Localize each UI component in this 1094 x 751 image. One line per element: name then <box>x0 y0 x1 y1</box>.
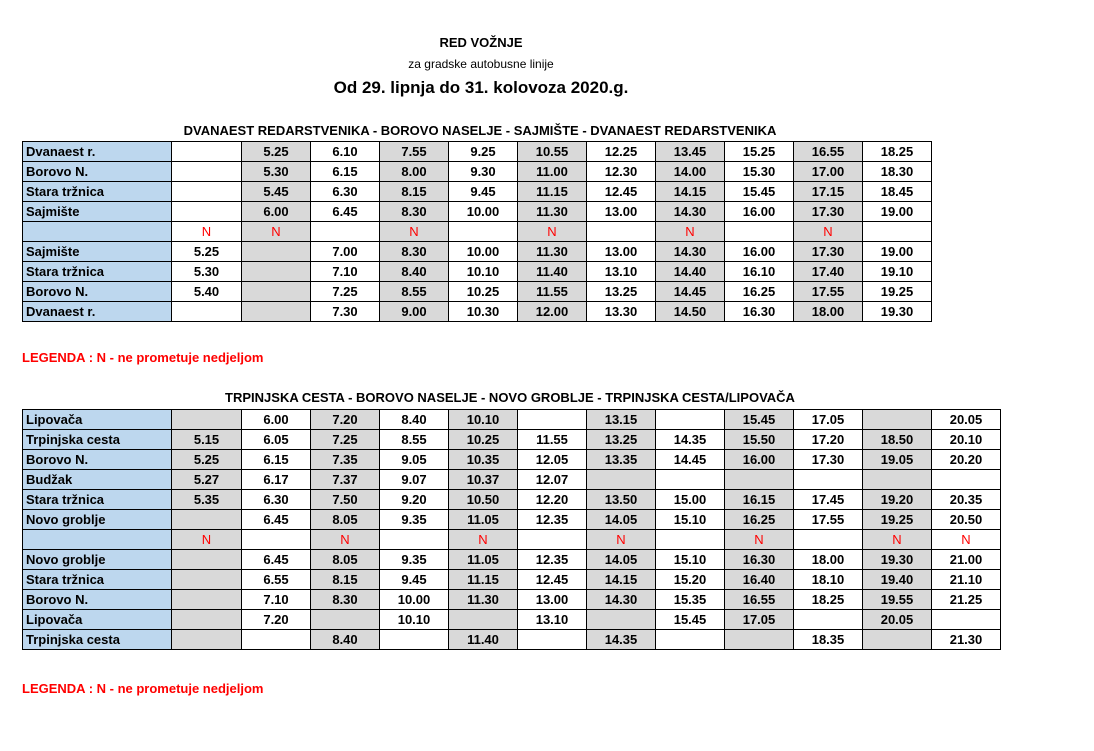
table-row <box>23 470 1001 490</box>
station-name: Trpinjska cesta <box>23 430 172 450</box>
departure-time <box>725 470 794 490</box>
departure-time <box>449 222 518 242</box>
departure-time <box>656 470 725 490</box>
departure-time: 8.55 <box>380 430 449 450</box>
departure-time <box>863 470 932 490</box>
departure-time: 8.05 <box>311 550 380 570</box>
departure-time: 17.20 <box>794 430 863 450</box>
departure-time: 12.20 <box>518 490 587 510</box>
departure-time: 16.55 <box>794 142 863 162</box>
departure-time: 12.07 <box>518 470 587 490</box>
departure-time: 18.50 <box>863 430 932 450</box>
sunday-note-cell: N <box>794 222 863 242</box>
departure-time: 12.35 <box>518 510 587 530</box>
table-row <box>23 550 1001 570</box>
table-row <box>23 590 1001 610</box>
sunday-note-cell: N <box>172 530 242 550</box>
departure-time: 17.40 <box>794 262 863 282</box>
table-row <box>23 610 1001 630</box>
legend-1: LEGENDA : N - ne prometuje nedjeljom <box>22 350 264 365</box>
departure-time: 6.05 <box>242 430 311 450</box>
sunday-note-cell: N <box>172 222 242 242</box>
departure-time: 11.15 <box>518 182 587 202</box>
departure-time: 11.55 <box>518 430 587 450</box>
departure-time: 5.45 <box>242 182 311 202</box>
departure-time: 8.30 <box>380 202 449 222</box>
departure-time: 7.37 <box>311 470 380 490</box>
departure-time: 15.10 <box>656 550 725 570</box>
departure-time: 21.00 <box>932 550 1001 570</box>
departure-time: 7.20 <box>311 410 380 430</box>
departure-time: 13.00 <box>587 242 656 262</box>
departure-time: 13.25 <box>587 430 656 450</box>
station-name: Budžak <box>23 470 172 490</box>
departure-time: 14.30 <box>587 590 656 610</box>
departure-time: 5.25 <box>172 242 242 262</box>
departure-time: 19.55 <box>863 590 932 610</box>
sunday-note-cell: N <box>242 222 311 242</box>
departure-time <box>172 410 242 430</box>
departure-time: 9.20 <box>380 490 449 510</box>
departure-time: 17.30 <box>794 202 863 222</box>
departure-time: 19.25 <box>863 510 932 530</box>
departure-time: 16.55 <box>725 590 794 610</box>
departure-time: 14.15 <box>587 570 656 590</box>
departure-time <box>932 610 1001 630</box>
departure-time: 14.15 <box>656 182 725 202</box>
departure-time: 19.30 <box>863 302 932 322</box>
departure-time: 10.37 <box>449 470 518 490</box>
sunday-note-cell: N <box>449 530 518 550</box>
departure-time: 9.35 <box>380 510 449 530</box>
departure-time <box>794 530 863 550</box>
departure-time: 6.45 <box>311 202 380 222</box>
departure-time: 10.10 <box>449 410 518 430</box>
departure-time: 15.30 <box>725 162 794 182</box>
departure-time: 7.35 <box>311 450 380 470</box>
departure-time: 6.17 <box>242 470 311 490</box>
departure-time <box>656 410 725 430</box>
departure-time: 10.35 <box>449 450 518 470</box>
departure-time: 14.05 <box>587 550 656 570</box>
departure-time: 14.45 <box>656 450 725 470</box>
departure-time <box>863 222 932 242</box>
station-name: Novo groblje <box>23 550 172 570</box>
departure-time: 8.40 <box>380 410 449 430</box>
departure-time: 16.25 <box>725 510 794 530</box>
departure-time <box>172 510 242 530</box>
table-row <box>23 162 932 182</box>
departure-time: 10.55 <box>518 142 587 162</box>
departure-time: 13.10 <box>518 610 587 630</box>
departure-time <box>380 630 449 650</box>
departure-time <box>172 570 242 590</box>
departure-time <box>587 470 656 490</box>
sunday-note-cell: N <box>656 222 725 242</box>
table-row <box>23 222 932 242</box>
departure-time: 9.25 <box>449 142 518 162</box>
departure-time <box>172 630 242 650</box>
departure-time: 9.45 <box>449 182 518 202</box>
departure-time: 16.10 <box>725 262 794 282</box>
departure-time: 16.40 <box>725 570 794 590</box>
table-row <box>23 182 932 202</box>
departure-time: 7.10 <box>311 262 380 282</box>
departure-time: 6.45 <box>242 550 311 570</box>
departure-time: 14.35 <box>656 430 725 450</box>
departure-time <box>311 222 380 242</box>
departure-time: 11.00 <box>518 162 587 182</box>
departure-time: 14.35 <box>587 630 656 650</box>
departure-time: 10.00 <box>380 590 449 610</box>
table-row <box>23 142 932 162</box>
sunday-note-cell: N <box>311 530 380 550</box>
departure-time <box>172 142 242 162</box>
departure-time: 18.25 <box>794 590 863 610</box>
departure-time: 11.30 <box>518 242 587 262</box>
departure-time: 12.45 <box>587 182 656 202</box>
departure-time <box>172 590 242 610</box>
departure-time: 17.05 <box>794 410 863 430</box>
departure-time: 21.25 <box>932 590 1001 610</box>
departure-time: 10.10 <box>380 610 449 630</box>
departure-time: 9.30 <box>449 162 518 182</box>
departure-time: 19.40 <box>863 570 932 590</box>
departure-time: 7.10 <box>242 590 311 610</box>
departure-time <box>656 530 725 550</box>
station-name: Dvanaest r. <box>23 302 172 322</box>
table-row <box>23 430 1001 450</box>
departure-time: 8.40 <box>380 262 449 282</box>
departure-time: 9.45 <box>380 570 449 590</box>
departure-time <box>449 610 518 630</box>
departure-time: 18.25 <box>863 142 932 162</box>
departure-time <box>242 630 311 650</box>
departure-time: 11.40 <box>449 630 518 650</box>
departure-time: 20.05 <box>932 410 1001 430</box>
departure-time: 15.20 <box>656 570 725 590</box>
departure-time <box>518 410 587 430</box>
station-name: Stara tržnica <box>23 490 172 510</box>
departure-time: 14.30 <box>656 242 725 262</box>
table-row <box>23 262 932 282</box>
table-row <box>23 410 1001 430</box>
table-row <box>23 202 932 222</box>
departure-time: 15.35 <box>656 590 725 610</box>
departure-time: 10.50 <box>449 490 518 510</box>
departure-time: 5.25 <box>242 142 311 162</box>
departure-time: 12.30 <box>587 162 656 182</box>
departure-time: 17.05 <box>725 610 794 630</box>
departure-time <box>794 470 863 490</box>
table-row <box>23 510 1001 530</box>
departure-time: 14.05 <box>587 510 656 530</box>
departure-time: 15.45 <box>725 182 794 202</box>
departure-time: 19.10 <box>863 262 932 282</box>
departure-time: 6.45 <box>242 510 311 530</box>
table-row <box>23 450 1001 470</box>
route-title-2: TRPINJSKA CESTA - BOROVO NASELJE - NOVO GROBLJE - TRPINJSKA CESTA/LIPOVAČA <box>225 390 795 405</box>
departure-time: 21.30 <box>932 630 1001 650</box>
table-row <box>23 282 932 302</box>
departure-time: 20.20 <box>932 450 1001 470</box>
departure-time: 17.55 <box>794 510 863 530</box>
departure-time <box>932 470 1001 490</box>
departure-time: 8.40 <box>311 630 380 650</box>
departure-time <box>725 630 794 650</box>
departure-time: 18.35 <box>794 630 863 650</box>
departure-time <box>172 550 242 570</box>
departure-time: 20.50 <box>932 510 1001 530</box>
departure-time: 17.15 <box>794 182 863 202</box>
table-row <box>23 242 932 262</box>
departure-time: 7.25 <box>311 430 380 450</box>
timetable-2 <box>22 409 1001 650</box>
station-name <box>23 530 172 550</box>
departure-time: 10.00 <box>449 242 518 262</box>
page-title: RED VOŽNJE <box>439 35 523 50</box>
departure-time: 18.00 <box>794 550 863 570</box>
table-row <box>23 530 1001 550</box>
departure-time: 6.55 <box>242 570 311 590</box>
departure-time: 9.05 <box>380 450 449 470</box>
departure-time: 14.00 <box>656 162 725 182</box>
departure-time: 13.15 <box>587 410 656 430</box>
departure-time: 6.30 <box>242 490 311 510</box>
departure-time: 7.30 <box>311 302 380 322</box>
departure-time: 19.20 <box>863 490 932 510</box>
departure-time <box>242 242 311 262</box>
departure-time: 14.45 <box>656 282 725 302</box>
departure-time: 11.15 <box>449 570 518 590</box>
departure-time: 16.00 <box>725 202 794 222</box>
departure-time: 19.05 <box>863 450 932 470</box>
departure-time: 11.05 <box>449 510 518 530</box>
departure-time: 9.35 <box>380 550 449 570</box>
departure-time: 5.25 <box>172 450 242 470</box>
departure-time: 8.00 <box>380 162 449 182</box>
departure-time: 10.00 <box>449 202 518 222</box>
departure-time: 7.50 <box>311 490 380 510</box>
departure-time <box>242 262 311 282</box>
table-row <box>23 490 1001 510</box>
sunday-note-cell: N <box>518 222 587 242</box>
table-row <box>23 302 932 322</box>
validity-period: Od 29. lipnja do 31. kolovoza 2020.g. <box>333 78 629 97</box>
departure-time <box>242 282 311 302</box>
departure-time: 16.00 <box>725 242 794 262</box>
departure-time: 5.27 <box>172 470 242 490</box>
departure-time: 8.30 <box>380 242 449 262</box>
departure-time: 15.25 <box>725 142 794 162</box>
station-name: Novo groblje <box>23 510 172 530</box>
sunday-note-cell: N <box>380 222 449 242</box>
station-name: Borovo N. <box>23 590 172 610</box>
departure-time: 10.30 <box>449 302 518 322</box>
departure-time: 8.05 <box>311 510 380 530</box>
departure-time: 13.10 <box>587 262 656 282</box>
departure-time: 19.00 <box>863 202 932 222</box>
departure-time <box>172 202 242 222</box>
departure-time: 7.55 <box>380 142 449 162</box>
departure-time: 20.05 <box>863 610 932 630</box>
departure-time: 17.45 <box>794 490 863 510</box>
station-name: Lipovača <box>23 410 172 430</box>
departure-time: 14.40 <box>656 262 725 282</box>
station-name: Sajmište <box>23 242 172 262</box>
station-name: Stara tržnica <box>23 262 172 282</box>
departure-time <box>794 610 863 630</box>
departure-time <box>242 302 311 322</box>
departure-time <box>863 630 932 650</box>
departure-time: 12.25 <box>587 142 656 162</box>
departure-time: 15.50 <box>725 430 794 450</box>
departure-time: 8.55 <box>380 282 449 302</box>
station-name: Sajmište <box>23 202 172 222</box>
page-subtitle: za gradske autobusne linije <box>408 57 554 71</box>
departure-time: 6.10 <box>311 142 380 162</box>
departure-time: 13.35 <box>587 450 656 470</box>
sunday-note-cell: N <box>725 530 794 550</box>
departure-time: 17.55 <box>794 282 863 302</box>
departure-time: 5.35 <box>172 490 242 510</box>
departure-time: 11.30 <box>518 202 587 222</box>
station-name <box>23 222 172 242</box>
departure-time: 5.30 <box>172 262 242 282</box>
departure-time: 19.00 <box>863 242 932 262</box>
departure-time: 21.10 <box>932 570 1001 590</box>
departure-time: 11.55 <box>518 282 587 302</box>
departure-time: 17.30 <box>794 242 863 262</box>
departure-time: 17.00 <box>794 162 863 182</box>
station-name: Stara tržnica <box>23 182 172 202</box>
departure-time <box>518 530 587 550</box>
departure-time: 11.30 <box>449 590 518 610</box>
departure-time <box>172 302 242 322</box>
departure-time: 14.50 <box>656 302 725 322</box>
departure-time: 12.05 <box>518 450 587 470</box>
departure-time: 20.35 <box>932 490 1001 510</box>
departure-time: 15.45 <box>725 410 794 430</box>
departure-time: 16.30 <box>725 302 794 322</box>
departure-time: 5.30 <box>242 162 311 182</box>
station-name: Trpinjska cesta <box>23 630 172 650</box>
departure-time: 13.25 <box>587 282 656 302</box>
departure-time: 13.50 <box>587 490 656 510</box>
table-row <box>23 630 1001 650</box>
departure-time <box>172 610 242 630</box>
station-name: Lipovača <box>23 610 172 630</box>
departure-time: 11.40 <box>518 262 587 282</box>
departure-time: 9.00 <box>380 302 449 322</box>
departure-time <box>656 630 725 650</box>
departure-time: 16.15 <box>725 490 794 510</box>
departure-time: 16.25 <box>725 282 794 302</box>
departure-time: 8.15 <box>311 570 380 590</box>
departure-time: 8.15 <box>380 182 449 202</box>
sunday-note-cell: N <box>932 530 1001 550</box>
departure-time: 20.10 <box>932 430 1001 450</box>
route-title-1: DVANAEST REDARSTVENIKA - BOROVO NASELJE - SAJMIŠTE - DVANAEST REDARSTVENIKA <box>183 123 777 138</box>
departure-time: 19.30 <box>863 550 932 570</box>
sunday-note-cell: N <box>863 530 932 550</box>
departure-time <box>380 530 449 550</box>
departure-time: 5.40 <box>172 282 242 302</box>
table-row <box>23 570 1001 590</box>
departure-time <box>172 162 242 182</box>
departure-time: 18.10 <box>794 570 863 590</box>
departure-time <box>311 610 380 630</box>
departure-time: 13.45 <box>656 142 725 162</box>
departure-time: 10.10 <box>449 262 518 282</box>
departure-time: 12.00 <box>518 302 587 322</box>
station-name: Borovo N. <box>23 282 172 302</box>
sunday-note-cell: N <box>587 530 656 550</box>
station-name: Dvanaest r. <box>23 142 172 162</box>
departure-time: 18.30 <box>863 162 932 182</box>
departure-time <box>242 530 311 550</box>
departure-time <box>587 610 656 630</box>
departure-time: 10.25 <box>449 430 518 450</box>
station-name: Stara tržnica <box>23 570 172 590</box>
departure-time: 6.30 <box>311 182 380 202</box>
timetable-1 <box>22 141 932 322</box>
departure-time <box>172 182 242 202</box>
departure-time <box>518 630 587 650</box>
departure-time: 6.00 <box>242 410 311 430</box>
departure-time: 8.30 <box>311 590 380 610</box>
departure-time: 13.00 <box>587 202 656 222</box>
departure-time: 13.30 <box>587 302 656 322</box>
departure-time: 17.30 <box>794 450 863 470</box>
station-name: Borovo N. <box>23 450 172 470</box>
departure-time: 19.25 <box>863 282 932 302</box>
departure-time: 14.30 <box>656 202 725 222</box>
departure-time: 7.25 <box>311 282 380 302</box>
departure-time: 12.45 <box>518 570 587 590</box>
departure-time <box>725 222 794 242</box>
departure-time: 16.30 <box>725 550 794 570</box>
departure-time: 11.05 <box>449 550 518 570</box>
departure-time: 7.20 <box>242 610 311 630</box>
legend-2: LEGENDA : N - ne prometuje nedjeljom <box>22 681 264 696</box>
departure-time: 5.15 <box>172 430 242 450</box>
departure-time: 13.00 <box>518 590 587 610</box>
departure-time <box>863 410 932 430</box>
departure-time: 9.07 <box>380 470 449 490</box>
departure-time: 18.00 <box>794 302 863 322</box>
departure-time: 15.00 <box>656 490 725 510</box>
departure-time: 15.45 <box>656 610 725 630</box>
departure-time: 15.10 <box>656 510 725 530</box>
departure-time: 10.25 <box>449 282 518 302</box>
departure-time: 18.45 <box>863 182 932 202</box>
departure-time: 6.15 <box>311 162 380 182</box>
departure-time: 7.00 <box>311 242 380 262</box>
departure-time: 12.35 <box>518 550 587 570</box>
departure-time: 6.15 <box>242 450 311 470</box>
station-name: Borovo N. <box>23 162 172 182</box>
departure-time: 6.00 <box>242 202 311 222</box>
departure-time: 16.00 <box>725 450 794 470</box>
departure-time <box>587 222 656 242</box>
